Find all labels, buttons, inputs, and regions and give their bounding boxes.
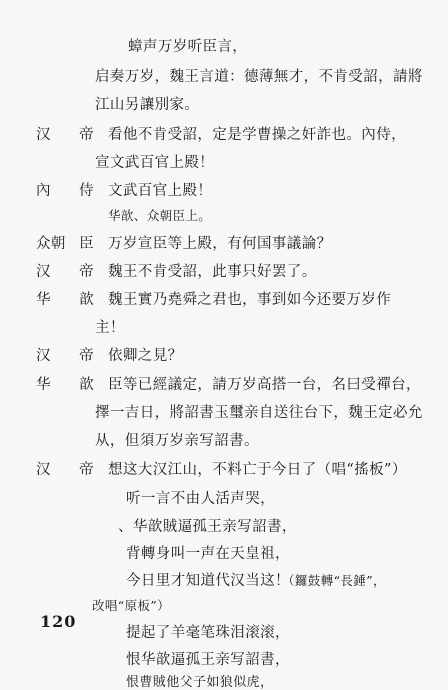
- speaker-name: 众朝 臣: [36, 236, 94, 252]
- verse-text: 背轉身叫一声在天皇祖，: [126, 546, 290, 562]
- verse-text: 听一言不由人活声哭，: [126, 491, 275, 507]
- dialogue-text: 依卿之見？: [108, 348, 183, 364]
- verse-text: 今日里才知道代汉当这！: [126, 573, 290, 589]
- dialogue-text: 启奏万岁，魏王言道：德薄無才，不肯受詔，請將: [95, 69, 423, 85]
- speaker-name: 汉 帝: [36, 264, 94, 280]
- dialogue-text: 看他不肯受詔，定是学曹操之奸詐也。內侍，: [108, 127, 406, 143]
- speaker-name: 华 歆: [36, 377, 94, 393]
- verse-text: 、华歆賊逼孤王亲写詔書，: [118, 519, 297, 535]
- stage-direction-text: 华歆、众朝臣上。: [108, 208, 212, 223]
- verse-text: 恨曹賊他父子如狼似虎，: [126, 675, 274, 690]
- verse-text: 恨华歆逼孤王亲写詔書，: [126, 652, 290, 668]
- dialogue-text: 万岁宣臣等上殿，有何国事議論？: [108, 236, 332, 252]
- dialogue-text: 文武百官上殿！: [108, 183, 213, 199]
- dialogue-text: 魏王不肯受詔，此事只好罢了。: [108, 264, 317, 280]
- dialogue-text: 擇一吉日，將詔書玉璽亲自送往台下，魏王定必允: [95, 405, 423, 421]
- speaker-name: 汉 帝: [36, 462, 94, 478]
- verse-text: 提起了羊毫笔珠泪滚滚，: [126, 625, 290, 641]
- speaker-name: 华 歆: [36, 292, 94, 308]
- dialogue-text: 蟑声万岁听臣言，: [128, 39, 248, 55]
- page-number: 120: [40, 612, 77, 631]
- dialogue-text: 江山另讓別家。: [95, 97, 200, 113]
- dialogue-text: 主！: [95, 320, 125, 336]
- dialogue-text: 宣文武百官上殿！: [95, 155, 215, 171]
- stage-direction-text: （鑼鼓轉“長錘”，: [282, 573, 386, 588]
- speaker-name: 內 侍: [36, 183, 94, 199]
- speaker-name: 汉 帝: [36, 348, 94, 364]
- dialogue-text: 从，但須万岁亲写詔書。: [95, 433, 259, 449]
- speaker-name: 汉 帝: [36, 127, 94, 143]
- dialogue-text: 魏王實乃堯舜之君也，事到如今还要万岁作: [108, 292, 392, 308]
- stage-direction-text: 改唱“原板”）: [92, 598, 171, 613]
- dialogue-text: 臣等已經議定，請万岁高搭一台，名曰受禪台，: [108, 377, 421, 393]
- dialogue-text: 想这大汉江山，不料亡于今日了（唱“搖板”）: [108, 462, 407, 478]
